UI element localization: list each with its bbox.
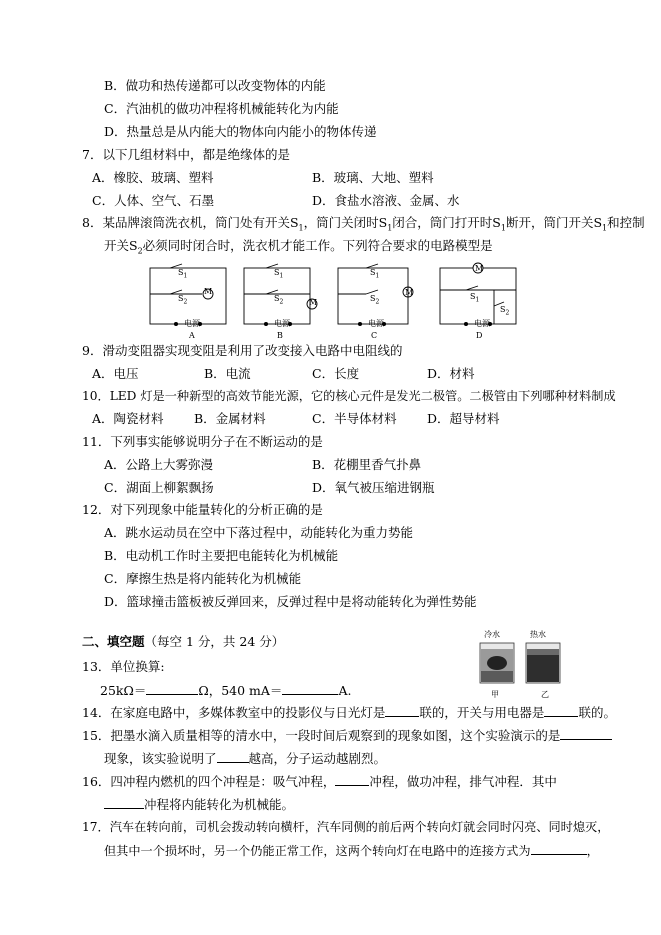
q10-option-b: B．金属材料: [194, 411, 266, 426]
q10-option-c: C．半导体材料: [312, 411, 397, 426]
subscript: 1: [387, 223, 393, 233]
power-source-label: 电源: [184, 319, 200, 328]
motor-label-d: M: [475, 264, 484, 273]
subscript: 1: [602, 223, 608, 233]
subscript: 2: [137, 246, 143, 256]
q10-option-d: D．超导材料: [427, 411, 500, 426]
circuit-diagram-a: [150, 264, 226, 324]
q17-line1: 17．汽车在转向前，司机会拨动转向横杆，汽车同侧的前后两个转向灯就会同时闪亮、同时熄灭，: [82, 820, 610, 834]
q8-text: 断开，筒门开关S: [505, 215, 603, 230]
q6-option-c: C．汽油机的做功冲程将机械能转化为内能: [104, 101, 339, 116]
q17-line2: [104, 842, 599, 859]
q7-option-c: C．人体、空气、石墨: [92, 193, 215, 208]
q11-option-b: B．花棚里香气扑鼻: [312, 457, 422, 472]
q14-text: 14．在家庭电路中，多媒体教室中的投影仪与日光灯是: [82, 705, 386, 720]
circuit-diagrams: [140, 260, 520, 340]
q9-option-d: D．材料: [427, 366, 475, 381]
q11-option-c: C．湖面上柳絮飘扬: [104, 480, 214, 495]
motor-label-a: M: [204, 287, 213, 296]
q14-text: 联的，开关与用电器是: [419, 705, 545, 720]
beaker-label-cold: 冷水: [484, 630, 500, 639]
q15-text: 越高，分子运动越剧烈。: [248, 751, 387, 766]
q9-option-c: C．长度: [312, 366, 360, 381]
q12-option-c: C．摩擦生热是将内能转化为机械能: [104, 571, 302, 586]
q12-option-a: A．跳水运动员在空中下落过程中，动能转化为重力势能: [104, 525, 414, 540]
q6-option-b: B．做功和热传递都可以改变物体的内能: [104, 78, 326, 93]
switch-label: $S_1$: [470, 292, 480, 304]
q16-text: 16．四冲程内燃机的四个冲程是：吸气冲程，: [82, 774, 336, 789]
answer-blank: [217, 750, 249, 763]
switch-label: $S_1$: [370, 268, 380, 280]
q8-text: 必须同时闭合时，洗衣机才能工作。下列符合要求的电路模型是: [142, 238, 493, 253]
q10-option-a: A．陶瓷材料: [92, 411, 164, 426]
q13-text: Ω，540 mA＝: [198, 683, 283, 698]
q11-option-a: A．公路上大雾弥漫: [104, 457, 214, 472]
switch-label: $S_2$: [274, 294, 284, 306]
q8-text: 闭合，筒门打开时S: [392, 215, 501, 230]
q7-stem: 7．以下几组材料中，都是绝缘体的是: [82, 147, 290, 162]
switch-label: $S_1$: [274, 268, 284, 280]
q13-text: A.: [338, 683, 352, 698]
switch-label: $S_1$: [178, 268, 188, 280]
diagram-letter-a: A: [189, 331, 195, 340]
q14-line: [82, 704, 616, 721]
q8-text: 8．某品牌滚筒洗衣机，筒门处有开关S: [82, 215, 299, 230]
diagram-letter-d: D: [476, 331, 483, 340]
q7-option-b: B．玻璃、大地、塑料: [312, 170, 434, 185]
diagram-letter-c: C: [371, 331, 378, 340]
motor-label-c: M: [405, 288, 414, 297]
q16-line1: [82, 773, 557, 790]
q9-stem: 9．滑动变阻器实现变阻是利用了改变接入电路中电阻线的: [82, 343, 403, 358]
beakers-figure: [476, 641, 566, 689]
q12-stem: 12．对下列现象中能量转化的分析正确的是: [82, 502, 323, 517]
power-source-label: 电源: [368, 319, 384, 328]
q15-text: 15．把墨水滴入质量相等的清水中，一段时间后观察到的现象如图，这个实验演示的是: [82, 728, 561, 743]
q15-line2: [104, 750, 386, 767]
beaker-label-hot: 热水: [530, 630, 546, 639]
q9-option-a: A．电压: [92, 366, 139, 381]
q11-option-d: D．氧气被压缩进钢瓶: [312, 480, 435, 495]
q17-text: ，: [586, 844, 599, 858]
section-title: 二、填空题: [82, 634, 145, 649]
q17-text: 但其中一个损坏时，另一个仍能正常工作，这两个转向灯在电路中的连接方式为: [104, 844, 531, 858]
beaker-label-jia: 甲: [491, 690, 499, 699]
q13-stem: 13．单位换算:: [82, 659, 165, 674]
q8-text: ，筒门关闭时S: [303, 215, 388, 230]
beaker-hot: [526, 643, 560, 683]
power-source-label: 电源: [274, 319, 290, 328]
answer-blank: [531, 842, 587, 855]
q8-line2: [104, 238, 493, 260]
q16-text: 冲程将内能转化为机械能。: [144, 797, 295, 812]
q8-line1: [82, 215, 645, 237]
q10-stem: 10．LED 灯是一种新型的高效节能光源，它的核心元件是发光二极管。二极管由下列哪种材料制成: [82, 389, 616, 403]
power-source-label: 电源: [474, 319, 490, 328]
q6-option-d: D．热量总是从内能大的物体向内能小的物体传递: [104, 124, 377, 139]
diagram-letter-b: B: [277, 331, 283, 340]
q13-text: 25kΩ＝: [100, 683, 147, 698]
q16-text: 冲程，做功冲程，排气冲程．其中: [369, 774, 557, 789]
q13-line: [100, 682, 351, 699]
q12-option-d: D．篮球撞击篮板被反弹回来，反弹过程中是将动能转化为弹性势能: [104, 594, 477, 609]
section-heading: [82, 634, 284, 650]
answer-blank: [385, 704, 419, 717]
q11-stem: 11．下列事实能够说明分子在不断运动的是: [82, 434, 323, 449]
subscript: 1: [500, 223, 506, 233]
answer-blank: [544, 704, 578, 717]
switch-label: $S_2$: [370, 294, 380, 306]
beaker-cold: [480, 643, 514, 683]
section-note: （每空 1 分，共 24 分）: [144, 634, 285, 649]
q8-text: 开关S: [104, 238, 138, 253]
q12-option-b: B．电动机工作时主要把电能转化为机械能: [104, 548, 339, 563]
answer-blank: [104, 796, 144, 809]
q8-text: 和控制: [607, 215, 645, 230]
answer-blank: [282, 682, 338, 695]
q9-option-b: B．电流: [204, 366, 251, 381]
switch-label: $S_2$: [178, 294, 188, 306]
switch-label: $S_2$: [500, 305, 510, 317]
answer-blank: [560, 727, 612, 740]
q7-option-a: A．橡胶、玻璃、塑料: [92, 170, 214, 185]
q14-text: 联的。: [578, 705, 616, 720]
answer-blank: [146, 682, 198, 695]
q15-text: 现象，该实验说明了: [104, 751, 217, 766]
q15-line1: [82, 727, 612, 744]
motor-label-b: M: [309, 298, 318, 307]
answer-blank: [335, 773, 369, 786]
beaker-label-yi: 乙: [541, 690, 549, 699]
q16-line2: [104, 796, 294, 813]
q7-option-d: D．食盐水溶液、金属、水: [312, 193, 460, 208]
subscript: 1: [298, 223, 304, 233]
